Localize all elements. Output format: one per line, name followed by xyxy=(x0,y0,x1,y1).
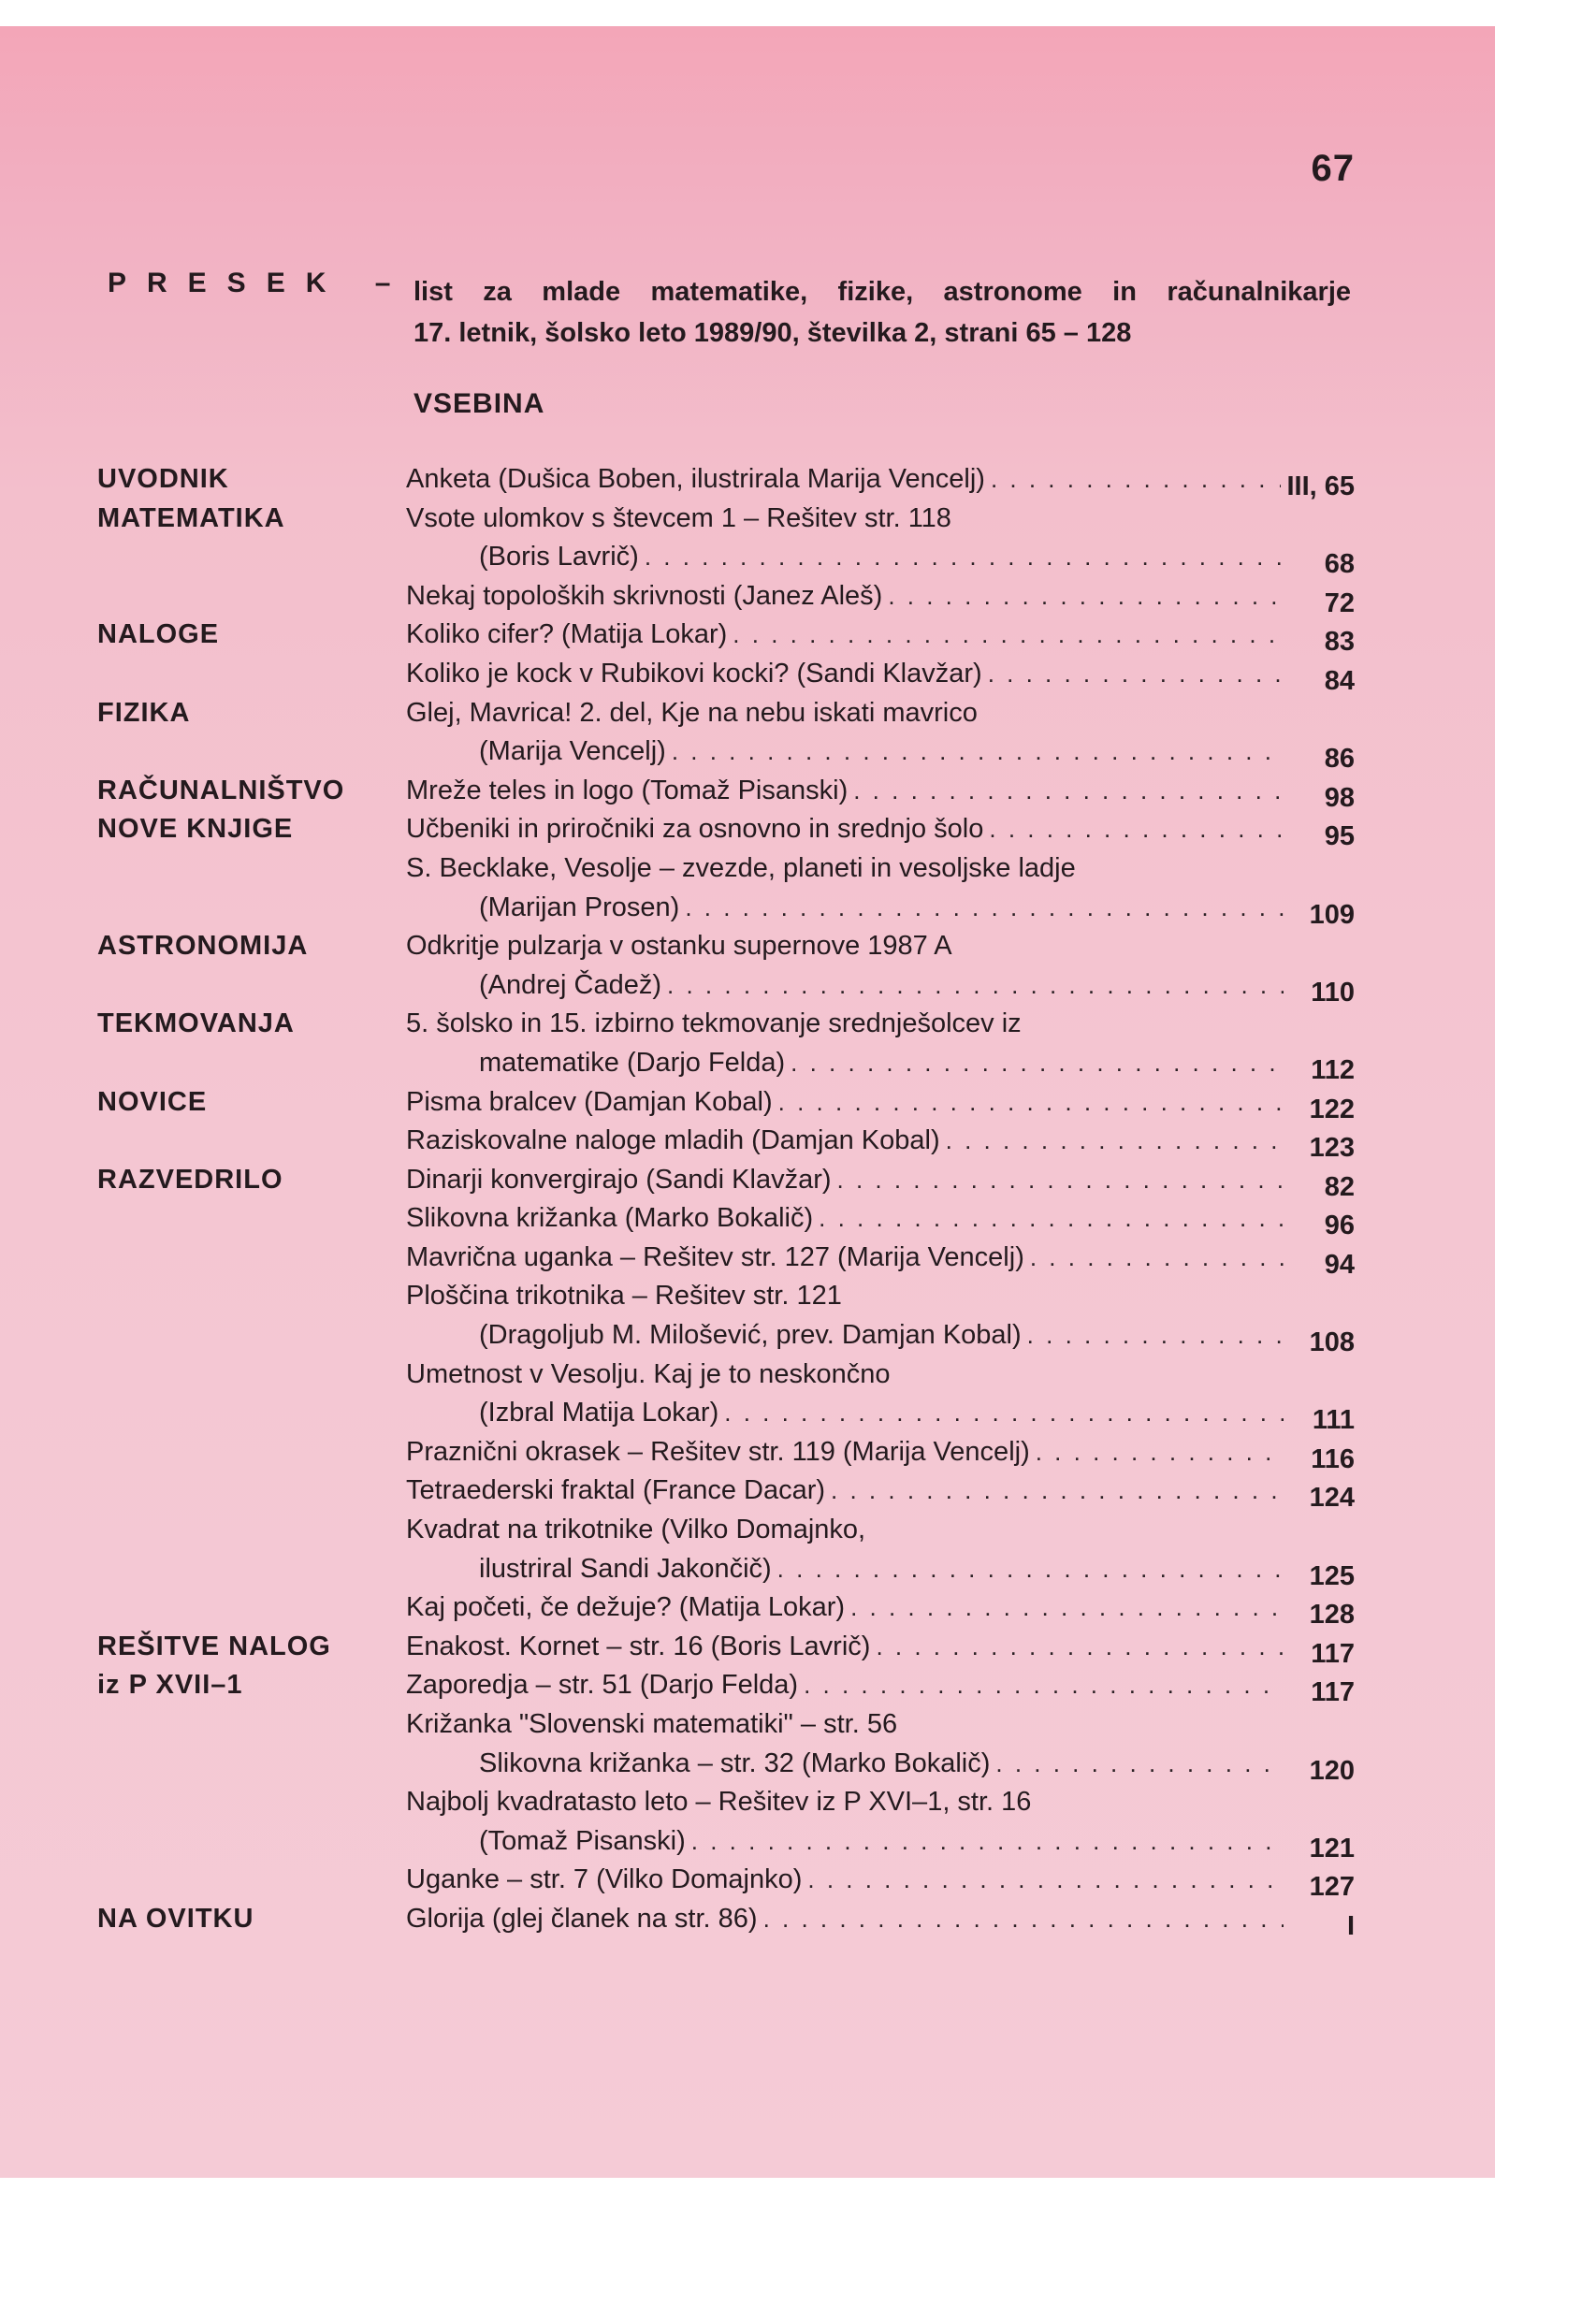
toc-entry-title: Koliko je kock v Rubikovi kocki? (Sandi Klavžar) xyxy=(406,658,982,689)
dot-leader xyxy=(853,772,1284,811)
toc-row xyxy=(97,460,1355,500)
toc-entry-title: (Izbral Matija Lokar) xyxy=(479,1398,719,1428)
toc-entry-title: Slikovna križanka (Marko Bokalič) xyxy=(406,1203,814,1234)
toc-entry-title: Umetnost v Vesolju. Kaj je to neskončno xyxy=(406,1358,891,1389)
dot-leader xyxy=(733,616,1284,655)
toc-entry-title: Križanka "Slovenski matematiki" – str. 56 xyxy=(406,1709,898,1739)
toc-entry-title: S. Becklake, Vesolje – zvezde, planeti in vesoljske ladje xyxy=(406,852,1076,883)
toc-entry xyxy=(406,577,1355,616)
toc-entry-title: Nekaj topoloških skrivnosti (Janez Aleš) xyxy=(406,580,883,611)
toc-page-number: 68 xyxy=(1324,549,1355,580)
toc-entry xyxy=(406,500,1355,539)
masthead-line-2: 17. letnik, šolsko leto 1989/90, številka 2, strani 65 – 128 xyxy=(414,318,1132,348)
toc-entry-title: Kaj početi, če dežuje? (Matija Lokar) xyxy=(406,1592,846,1623)
dot-leader xyxy=(672,732,1284,772)
toc-section-label: REŠITVE NALOG xyxy=(97,1631,331,1661)
toc-entry-title: Tetraederski fraktal (France Dacar) xyxy=(406,1475,826,1506)
toc-page-number: 110 xyxy=(1311,977,1355,1008)
toc-entry-title: (Tomaž Pisanski) xyxy=(479,1825,686,1856)
toc-entry-title: 5. šolsko in 15. izbirno tekmovanje srednješolcev iz xyxy=(406,1008,1022,1039)
toc-entry-title: Odkritje pulzarja v ostanku supernove 1987 A xyxy=(406,931,952,962)
toc-entry-title: (Dragoljub M. Milošević, prev. Damjan Kobal) xyxy=(479,1320,1022,1351)
toc-row xyxy=(97,616,1355,658)
toc-entry xyxy=(479,732,1355,775)
toc-entry xyxy=(406,1666,1355,1708)
toc-page-number: 112 xyxy=(1311,1054,1355,1085)
toc-section-label: TEKMOVANJA xyxy=(97,1008,295,1039)
toc-entry-title: Zaporedja – str. 51 (Darjo Felda) xyxy=(406,1670,799,1701)
toc-entry xyxy=(406,616,1355,658)
toc-row xyxy=(97,1783,1355,1822)
toc-page-number: I xyxy=(1346,1910,1355,1941)
dot-leader xyxy=(831,1472,1284,1511)
toc-page-number: 117 xyxy=(1311,1677,1355,1708)
dot-leader xyxy=(763,1900,1284,1939)
dot-leader xyxy=(888,577,1284,616)
toc-row xyxy=(97,1705,1355,1745)
toc-row xyxy=(97,1122,1355,1164)
toc-row xyxy=(97,1356,1355,1395)
dot-leader xyxy=(837,1161,1284,1200)
table-of-contents xyxy=(97,460,1355,1939)
toc-entry xyxy=(479,1394,1355,1436)
toc-entry xyxy=(406,1511,1355,1550)
toc-row xyxy=(97,1394,1355,1436)
toc-entry xyxy=(479,1550,1355,1589)
dot-leader xyxy=(876,1628,1284,1667)
toc-entry xyxy=(406,1588,1355,1631)
toc-row xyxy=(97,1005,1355,1044)
toc-entry xyxy=(406,810,1355,852)
toc-entry xyxy=(479,1316,1355,1356)
dot-leader xyxy=(645,538,1284,577)
toc-entry xyxy=(479,1044,1355,1083)
toc-entry-title: Učbeniki in priročniki za osnovno in srednjo šolo xyxy=(406,814,984,845)
toc-row xyxy=(97,500,1355,539)
toc-row xyxy=(97,1277,1355,1316)
dot-leader xyxy=(685,889,1284,928)
masthead-description xyxy=(414,271,1351,354)
toc-entry-title: Uganke – str. 7 (Vilko Domajnko) xyxy=(406,1864,803,1895)
toc-page-number: 95 xyxy=(1324,821,1355,852)
toc-entry-title: Glorija (glej članek na str. 86) xyxy=(406,1903,758,1934)
toc-entry xyxy=(406,1277,1355,1316)
dot-leader xyxy=(988,655,1284,694)
toc-entry-title: ilustriral Sandi Jakončič) xyxy=(479,1553,772,1584)
dot-leader xyxy=(777,1550,1284,1589)
toc-page-number: 123 xyxy=(1309,1133,1355,1164)
toc-entry xyxy=(406,1433,1355,1472)
toc-page-number: 109 xyxy=(1309,899,1355,930)
dot-leader xyxy=(995,1745,1284,1784)
page-number: 67 xyxy=(1311,148,1355,189)
toc-entry xyxy=(406,1705,1355,1745)
toc-page-number: 127 xyxy=(1309,1872,1355,1903)
toc-entry xyxy=(406,927,1355,966)
dot-leader xyxy=(724,1394,1284,1433)
magazine-name: PRESEK – xyxy=(108,268,412,298)
dot-leader xyxy=(791,1044,1284,1083)
toc-entry xyxy=(479,1745,1355,1784)
toc-row xyxy=(97,1472,1355,1514)
toc-entry xyxy=(479,1822,1355,1862)
toc-entry xyxy=(406,1199,1355,1239)
toc-row xyxy=(97,1044,1355,1083)
toc-entry-title: (Andrej Čadež) xyxy=(479,969,662,1000)
toc-page-number: 72 xyxy=(1324,587,1355,618)
masthead-line-1: list za mlade matematike, fizike, astronome in računalnikarje xyxy=(414,277,1351,307)
toc-entry xyxy=(406,1356,1355,1395)
toc-entry xyxy=(406,655,1355,694)
toc-entry xyxy=(406,694,1355,733)
toc-row xyxy=(97,849,1355,889)
toc-entry xyxy=(406,1628,1355,1667)
toc-row xyxy=(97,732,1355,775)
toc-entry-title: Dinarji konvergirajo (Sandi Klavžar) xyxy=(406,1164,832,1195)
toc-entry-title: matematike (Darjo Felda) xyxy=(479,1047,786,1078)
toc-entry xyxy=(406,772,1355,811)
toc-row xyxy=(97,1161,1355,1200)
dot-leader xyxy=(1027,1316,1284,1356)
toc-row xyxy=(97,1199,1355,1239)
toc-row xyxy=(97,772,1355,811)
toc-entry xyxy=(406,1472,1355,1514)
toc-entry xyxy=(406,1161,1355,1200)
toc-row xyxy=(97,1861,1355,1903)
toc-row xyxy=(97,927,1355,966)
toc-entry-title: Ploščina trikotnika – Rešitev str. 121 xyxy=(406,1281,842,1312)
toc-entry-title: (Marija Vencelj) xyxy=(479,736,666,767)
dot-leader xyxy=(946,1122,1284,1161)
dot-leader xyxy=(667,966,1284,1006)
toc-entry-title: Raziskovalne naloge mladih (Damjan Kobal) xyxy=(406,1125,940,1156)
toc-row xyxy=(97,1900,1355,1939)
toc-entry xyxy=(479,966,1355,1006)
toc-page-number: 96 xyxy=(1324,1211,1355,1241)
toc-row xyxy=(97,1239,1355,1278)
contents-heading: VSEBINA xyxy=(414,388,545,419)
toc-section-label: MATEMATIKA xyxy=(97,502,285,533)
toc-row xyxy=(97,655,1355,694)
toc-entry xyxy=(406,1783,1355,1822)
toc-entry-title: (Boris Lavrič) xyxy=(479,542,639,573)
toc-entry xyxy=(406,1900,1355,1939)
toc-entry xyxy=(406,1005,1355,1044)
toc-page-number: III, 65 xyxy=(1286,471,1355,501)
toc-page-number: 111 xyxy=(1312,1405,1355,1436)
toc-section-label: RAZVEDRILO xyxy=(97,1164,283,1195)
toc-entry-title: Kvadrat na trikotnike (Vilko Domajnko, xyxy=(406,1515,866,1545)
toc-row xyxy=(97,694,1355,733)
toc-page-number: 94 xyxy=(1324,1249,1355,1280)
toc-entry xyxy=(406,1239,1355,1278)
toc-page-number: 108 xyxy=(1309,1327,1355,1358)
toc-row xyxy=(97,1745,1355,1784)
toc-row xyxy=(97,577,1355,616)
toc-page-number: 116 xyxy=(1311,1443,1355,1474)
dot-leader xyxy=(778,1083,1284,1123)
toc-section-label: iz P XVII–1 xyxy=(97,1670,243,1701)
toc-section-label: UVODNIK xyxy=(97,464,229,494)
toc-row xyxy=(97,1628,1355,1667)
dot-leader xyxy=(989,810,1284,849)
toc-page-number: 128 xyxy=(1309,1600,1355,1631)
toc-page-number: 82 xyxy=(1324,1171,1355,1202)
magazine-page xyxy=(0,26,1495,2178)
toc-row xyxy=(97,1550,1355,1589)
toc-row xyxy=(97,538,1355,580)
toc-entry-title: Anketa (Dušica Boben, ilustrirala Marija Vencelj) xyxy=(406,464,985,494)
toc-page-number: 125 xyxy=(1309,1560,1355,1591)
toc-row xyxy=(97,1083,1355,1123)
dot-leader xyxy=(991,460,1282,500)
dot-leader xyxy=(807,1861,1284,1900)
toc-row xyxy=(97,966,1355,1006)
toc-row xyxy=(97,1316,1355,1356)
toc-entry-title: Praznični okrasek – Rešitev str. 119 (Marija Vencelj) xyxy=(406,1436,1030,1467)
toc-entry xyxy=(406,1861,1355,1903)
toc-row xyxy=(97,1822,1355,1862)
toc-entry-title: Enakost. Kornet – str. 16 (Boris Lavrič) xyxy=(406,1631,871,1661)
toc-row xyxy=(97,1433,1355,1472)
toc-page-number: 117 xyxy=(1311,1638,1355,1669)
dot-leader xyxy=(804,1666,1284,1705)
toc-row xyxy=(97,1511,1355,1550)
dot-leader xyxy=(819,1199,1284,1239)
toc-entry xyxy=(479,889,1355,928)
toc-section-label: NOVE KNJIGE xyxy=(97,814,294,845)
toc-section-label: NALOGE xyxy=(97,619,220,650)
toc-section-label: NOVICE xyxy=(97,1086,208,1117)
dot-leader xyxy=(850,1588,1284,1628)
toc-page-number: 121 xyxy=(1309,1833,1355,1863)
toc-section-label: ASTRONOMIJA xyxy=(97,931,309,962)
toc-entry xyxy=(406,460,1355,500)
toc-entry-title: Vsote ulomkov s števcem 1 – Rešitev str. 118 xyxy=(406,502,951,533)
toc-entry xyxy=(479,538,1355,580)
toc-row xyxy=(97,889,1355,928)
toc-page-number: 120 xyxy=(1309,1755,1355,1786)
dot-leader xyxy=(1030,1239,1284,1278)
toc-entry-title: Mavrična uganka – Rešitev str. 127 (Marija Vencelj) xyxy=(406,1241,1024,1272)
toc-entry-title: Najbolj kvadratasto leto – Rešitev iz P XVI–1, str. 16 xyxy=(406,1787,1032,1818)
toc-page-number: 124 xyxy=(1309,1483,1355,1514)
toc-page-number: 98 xyxy=(1324,782,1355,813)
toc-entry xyxy=(406,1122,1355,1164)
dot-leader xyxy=(1036,1433,1284,1472)
toc-entry xyxy=(406,849,1355,889)
toc-row xyxy=(97,1666,1355,1708)
toc-entry-title: Mreže teles in logo (Tomaž Pisanski) xyxy=(406,775,849,805)
toc-entry-title: (Marijan Prosen) xyxy=(479,892,680,922)
toc-section-label: FIZIKA xyxy=(97,697,191,728)
toc-entry-title: Koliko cifer? (Matija Lokar) xyxy=(406,619,728,650)
dot-leader xyxy=(691,1822,1284,1862)
toc-entry-title: Glej, Mavrica! 2. del, Kje na nebu iskati mavrico xyxy=(406,697,978,728)
toc-page-number: 83 xyxy=(1324,627,1355,658)
toc-section-label: RAČUNALNIŠTVO xyxy=(97,775,345,805)
toc-entry xyxy=(406,1083,1355,1123)
toc-entry-title: Slikovna križanka – str. 32 (Marko Bokalič) xyxy=(479,1747,991,1778)
toc-page-number: 86 xyxy=(1324,744,1355,775)
toc-entry-title: Pisma bralcev (Damjan Kobal) xyxy=(406,1086,773,1117)
toc-row xyxy=(97,810,1355,852)
toc-section-label: NA OVITKU xyxy=(97,1903,254,1934)
toc-page-number: 84 xyxy=(1324,665,1355,696)
toc-row xyxy=(97,1588,1355,1631)
toc-page-number: 122 xyxy=(1309,1094,1355,1124)
